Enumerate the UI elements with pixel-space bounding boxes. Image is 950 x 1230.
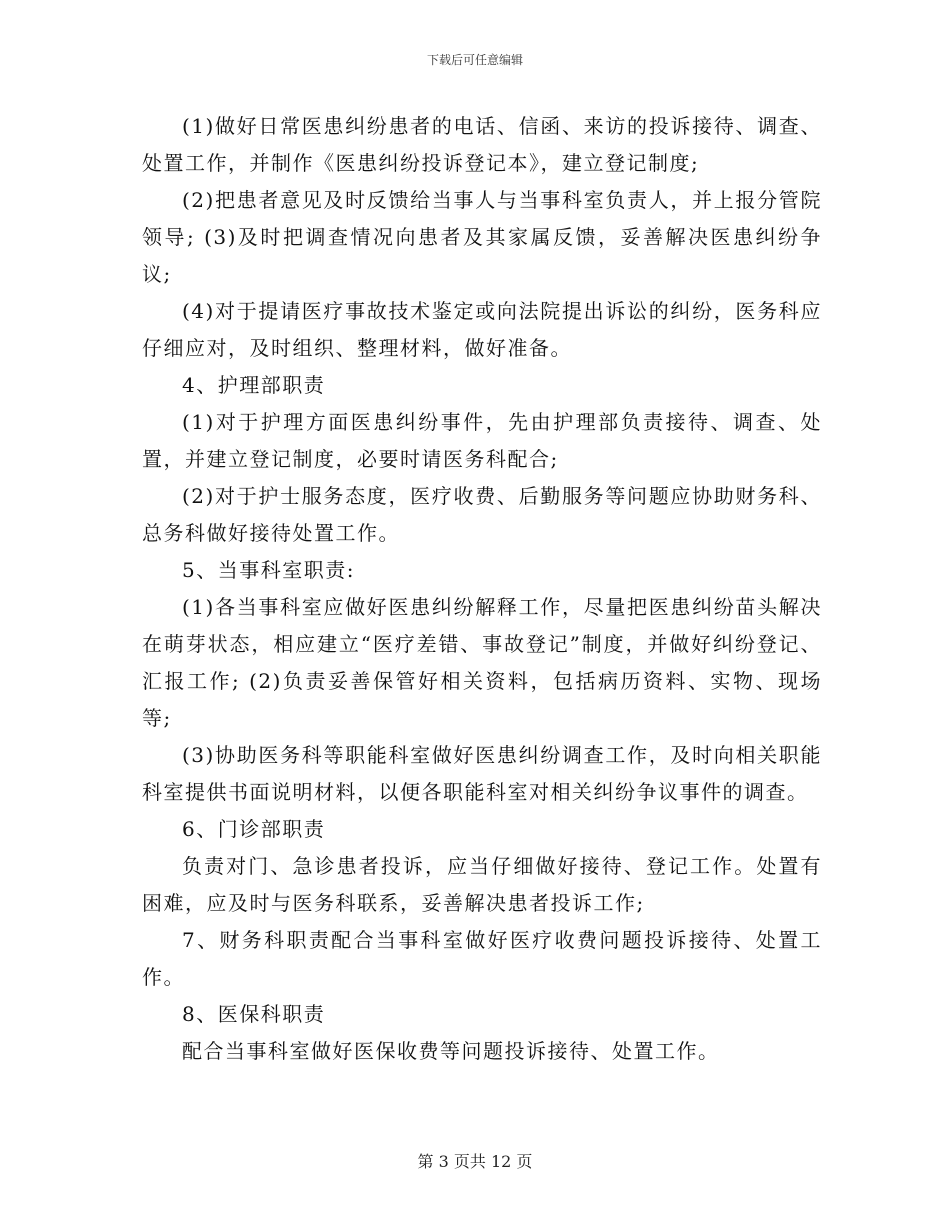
paragraph-10: 配合当事科室做好医保收费等问题投诉接待、处置工作。 <box>182 1039 720 1063</box>
paragraph-9: 7、财务科职责配合当事科室做好医疗收费问题投诉接待、处置工作。 <box>142 928 822 989</box>
paragraph-1: (1)做好日常医患纠纷患者的电话、信函、来访的投诉接待、调查、处置工作，并制作《医患纠纷投诉登记本》，建立登记制度; <box>142 114 822 175</box>
paragraph-7: (3)协助医务科等职能科室做好医患纠纷调查工作，及时向相关职能科室提供书面说明材料，以便各职能科室对相关纠纷争议事件的调查。 <box>142 743 822 804</box>
section-heading-4: 4、护理部职责 <box>182 373 326 397</box>
page-number: 第 3 页共 12 页 <box>417 1152 533 1171</box>
paragraph-6: (1)各当事科室应做好医患纠纷解释工作，尽量把医患纠纷苗头解决在萌芽状态，相应建立“医疗差错、事故登记”制度，并做好纠纷登记、汇报工作; (2)负责妥善保管好相关资料，包括病历资料、实物、现场等; <box>142 595 822 730</box>
paragraph-3: (4)对于提请医疗事故技术鉴定或向法院提出诉讼的纠纷，医务科应仔细应对，及时组织、整理材料，做好准备。 <box>142 299 822 360</box>
document-body <box>142 108 822 1070</box>
section-heading-6: 6、门诊部职责 <box>182 817 326 841</box>
paragraph-5: (2)对于护士服务态度，医疗收费、后勤服务等问题应协助财务科、总务科做好接待处置工作。 <box>142 484 822 545</box>
section-heading-8: 8、医保科职责 <box>182 1002 326 1026</box>
paragraph-2: (2)把患者意见及时反馈给当事人与当事科室负责人，并上报分管院领导; (3)及时把调查情况向患者及其家属反馈，妥善解决医患纠纷争议; <box>142 188 822 286</box>
paragraph-8: 负责对门、急诊患者投诉，应当仔细做好接待、登记工作。处置有困难，应及时与医务科联系，妥善解决患者投诉工作; <box>142 854 822 915</box>
page-header-note: 下载后可任意编辑 <box>426 53 523 67</box>
section-heading-5: 5、当事科室职责: <box>182 558 355 582</box>
paragraph-4: (1)对于护理方面医患纠纷事件，先由护理部负责接待、调查、处置，并建立登记制度，必要时请医务科配合; <box>142 410 822 471</box>
